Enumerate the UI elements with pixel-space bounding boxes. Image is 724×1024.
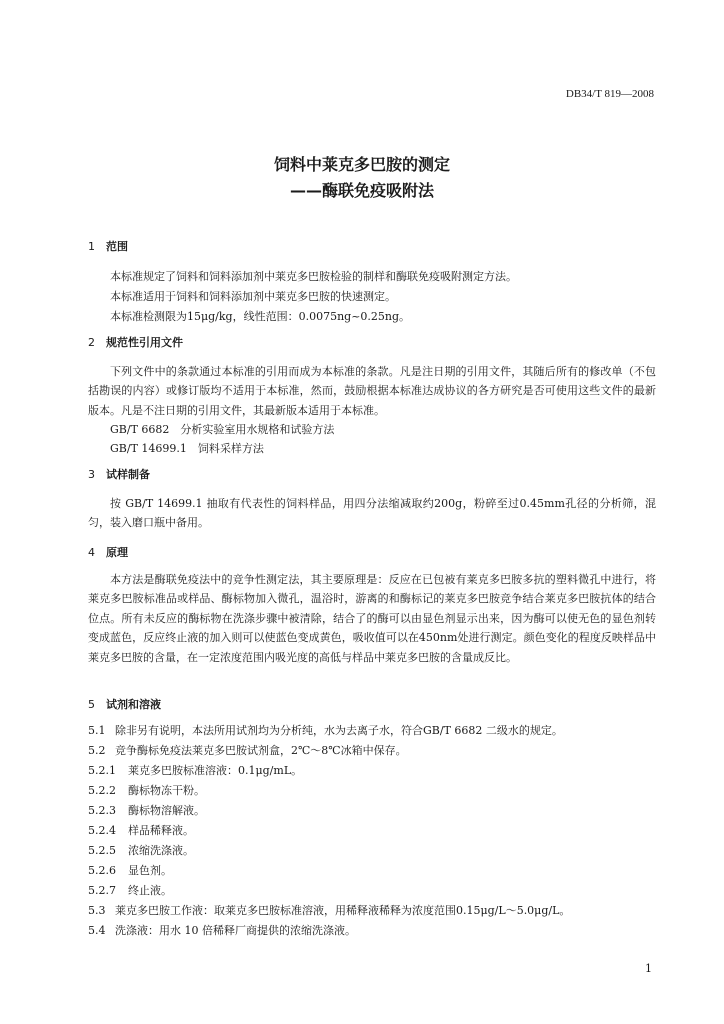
clause-number: 5.2.6 <box>88 864 116 877</box>
section-3-heading <box>88 466 150 482</box>
section-1-heading <box>88 238 128 254</box>
clause-text: 洗涤液：用水 10 倍稀释厂商提供的浓缩洗涤液。 <box>115 924 356 937</box>
section-title: 范围 <box>106 240 128 253</box>
clause-item <box>88 862 172 878</box>
clause-number: 5.3 <box>88 904 106 917</box>
clause-text: 酶标物溶解液。 <box>128 804 205 817</box>
section-number: 3 <box>88 468 95 481</box>
clause-text: 莱克多巴胺工作液：取莱克多巴胺标准溶液，用稀释液稀释为浓度范围0.15μg/L～5.0μg/L。 <box>115 904 571 917</box>
clause-item <box>88 762 302 778</box>
clause-number: 5.2.4 <box>88 824 116 837</box>
page-number: 1 <box>645 962 652 975</box>
clause-item <box>88 842 194 858</box>
clause-number: 5.2.5 <box>88 844 116 857</box>
document-subtitle: ——酶联免疫吸附法 <box>289 181 434 200</box>
clause-item <box>88 782 205 798</box>
clause-number: 5.1 <box>88 724 106 737</box>
normative-references-paragraph: 下列文件中的条款通过本标准的引用而成为本标准的条款。凡是注日期的引用文件，其随后所有的修改单（不包括勘误的内容）或修订版均不适用于本标准，然而，鼓励根据本标准达成协议的各方研究是否可使用这些文件的最新版本。凡是不注日期的引用文件，其最新版本适用于本标准。 <box>88 365 656 417</box>
principle-paragraph: 本方法是酶联免疫法中的竞争性测定法，其主要原理是：反应在已包被有莱克多巴胺多抗的塑料微孔中进行，将莱克多巴胺标准品或样品、酶标物加入微孔，温浴时，游离的和酶标记的莱克多巴胺竞争结合莱克多巴胺抗体的结合位点。所有未反应的酶标物在洗涤步骤中被清除，结合了的酶可以由显色剂显示出来，因为酶可以使无色的显色剂转变成蓝色，反应终止液的加入则可以使蓝色变成黄色，吸收值可以在450nm处进行测定。颜色变化的程度反映样品中莱克多巴胺的含量，在一定浓度范围内吸光度的高低与样品中莱克多巴胺的含量成反比。 <box>88 573 656 664</box>
scope-line-3: 本标准检测限为15μg/kg，线性范围：0.0075ng~0.25ng。 <box>110 310 411 323</box>
section-title: 规范性引用文件 <box>106 336 183 349</box>
document-title: 饲料中莱克多巴胺的测定 <box>273 155 450 174</box>
section-title: 试样制备 <box>106 468 150 481</box>
clause-text: 酶标物冻干粉。 <box>128 784 205 797</box>
clause-number: 5.4 <box>88 924 106 937</box>
section-number: 5 <box>88 698 95 711</box>
section-title: 试剂和溶液 <box>106 698 161 711</box>
clause-number: 5.2 <box>88 744 106 757</box>
reference-item: GB/T 6682 分析实验室用水规格和试验方法 <box>110 423 335 436</box>
standard-number: DB34/T 819—2008 <box>565 88 654 100</box>
section-4-heading <box>88 544 128 560</box>
clause-text: 莱克多巴胺标准溶液：0.1μg/mL。 <box>128 764 303 777</box>
clause-text: 除非另有说明，本法所用试剂均为分析纯，水为去离子水，符合GB/T 6682 二级水的规定。 <box>115 724 563 737</box>
clause-text: 浓缩洗涤液。 <box>128 844 194 857</box>
clause-item <box>88 822 194 838</box>
clause-item <box>88 742 407 758</box>
section-number: 4 <box>88 546 95 559</box>
section-2-heading <box>88 334 183 350</box>
section-title: 原理 <box>106 546 128 559</box>
clause-item <box>88 802 205 818</box>
reference-item: GB/T 14699.1 饲料采样方法 <box>110 442 264 455</box>
clause-number: 5.2.3 <box>88 804 116 817</box>
scope-line-2: 本标准适用于饲料和饲料添加剂中莱克多巴胺的快速测定。 <box>110 290 396 303</box>
clause-item <box>88 722 563 738</box>
clause-text: 显色剂。 <box>128 864 172 877</box>
clause-text: 样品稀释液。 <box>128 824 194 837</box>
clause-text: 终止液。 <box>128 884 172 897</box>
section-number: 1 <box>88 240 95 253</box>
clause-number: 5.2.2 <box>88 784 116 797</box>
section-5-heading <box>88 696 161 712</box>
scope-line-1: 本标准规定了饲料和饲料添加剂中莱克多巴胺检验的制样和酶联免疫吸附测定方法。 <box>110 270 517 283</box>
clause-number: 5.2.7 <box>88 884 116 897</box>
clause-text: 竞争酶标免疫法莱克多巴胺试剂盒，2℃～8℃冰箱中保存。 <box>115 744 407 757</box>
clause-number: 5.2.1 <box>88 764 116 777</box>
clause-item <box>88 882 172 898</box>
clause-item <box>88 902 570 918</box>
section-number: 2 <box>88 336 95 349</box>
sample-preparation-paragraph: 按 GB/T 14699.1 抽取有代表性的饲料样品，用四分法缩减取约200g，粉碎至过0.45mm孔径的分析筛，混匀，装入磨口瓶中备用。 <box>88 497 656 530</box>
clause-item <box>88 922 356 938</box>
